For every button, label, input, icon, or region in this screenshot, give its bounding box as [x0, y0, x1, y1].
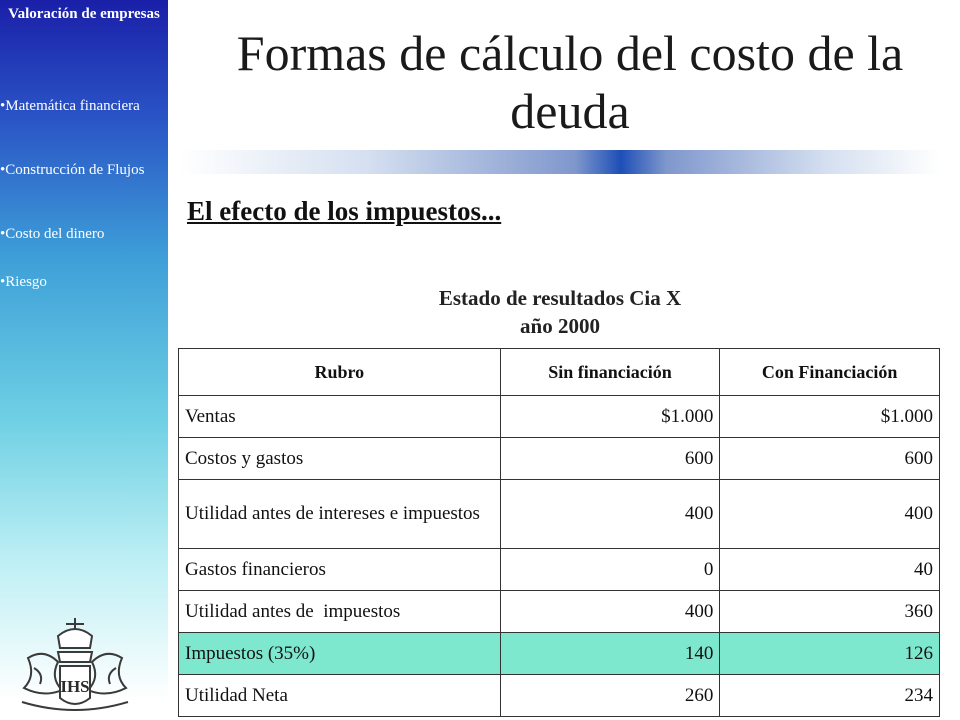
row-con-value: $1.000: [720, 396, 940, 438]
table-header-row: [179, 349, 940, 396]
table-row: [179, 675, 940, 717]
sidebar-item-matematica-financiera[interactable]: •Matemática financiera: [0, 98, 140, 114]
title-divider: [180, 150, 940, 174]
row-con-value: 400: [720, 480, 940, 549]
row-label: Impuestos (35%): [179, 633, 501, 675]
sidebar-brand: Valoración de empresas: [8, 6, 160, 22]
row-label: Gastos financieros: [179, 549, 501, 591]
row-label: Utilidad antes de impuestos: [179, 591, 501, 633]
row-con-value: 360: [720, 591, 940, 633]
sidebar-item-construccion-flujos[interactable]: •Construcción de Flujos: [0, 162, 145, 178]
sidebar: [0, 0, 168, 720]
table-row: [179, 591, 940, 633]
table-row: [179, 396, 940, 438]
header-sin-financiacion: Sin financiación: [500, 349, 720, 396]
row-sin-value: 600: [500, 438, 720, 480]
row-sin-value: 260: [500, 675, 720, 717]
table-caption-line1: Estado de resultados Cia X: [438, 286, 682, 310]
section-subtitle: El efecto de los impuestos...: [187, 196, 502, 226]
row-sin-value: 0: [500, 549, 720, 591]
row-label: Utilidad Neta: [179, 675, 501, 717]
row-con-value: 600: [720, 438, 940, 480]
header-rubro: Rubro: [179, 349, 501, 396]
row-sin-value: $1.000: [500, 396, 720, 438]
row-con-value: 126: [720, 633, 940, 675]
table-row: [179, 549, 940, 591]
row-con-value: 40: [720, 549, 940, 591]
income-statement-table: [178, 348, 940, 717]
table-caption-line2: año 2000: [520, 314, 600, 338]
header-con-financiacion: Con Financiación: [720, 349, 940, 396]
sidebar-item-riesgo[interactable]: •Riesgo: [0, 274, 47, 290]
crest-monogram: IHS: [60, 677, 90, 696]
row-con-value: 234: [720, 675, 940, 717]
row-sin-value: 400: [500, 591, 720, 633]
row-sin-value: 140: [500, 633, 720, 675]
row-label: Ventas: [179, 396, 501, 438]
table-row: [179, 480, 940, 549]
row-sin-value: 400: [500, 480, 720, 549]
sidebar-item-costo-dinero[interactable]: •Costo del dinero: [0, 226, 105, 242]
table-row-highlighted: [179, 633, 940, 675]
table-caption: [180, 284, 940, 340]
row-label: Costos y gastos: [179, 438, 501, 480]
row-label: Utilidad antes de intereses e impuestos: [179, 480, 501, 549]
university-crest-icon: [14, 618, 136, 718]
table-row: [179, 438, 940, 480]
page-title: Formas de cálculo del costo de la deuda: [236, 25, 904, 139]
